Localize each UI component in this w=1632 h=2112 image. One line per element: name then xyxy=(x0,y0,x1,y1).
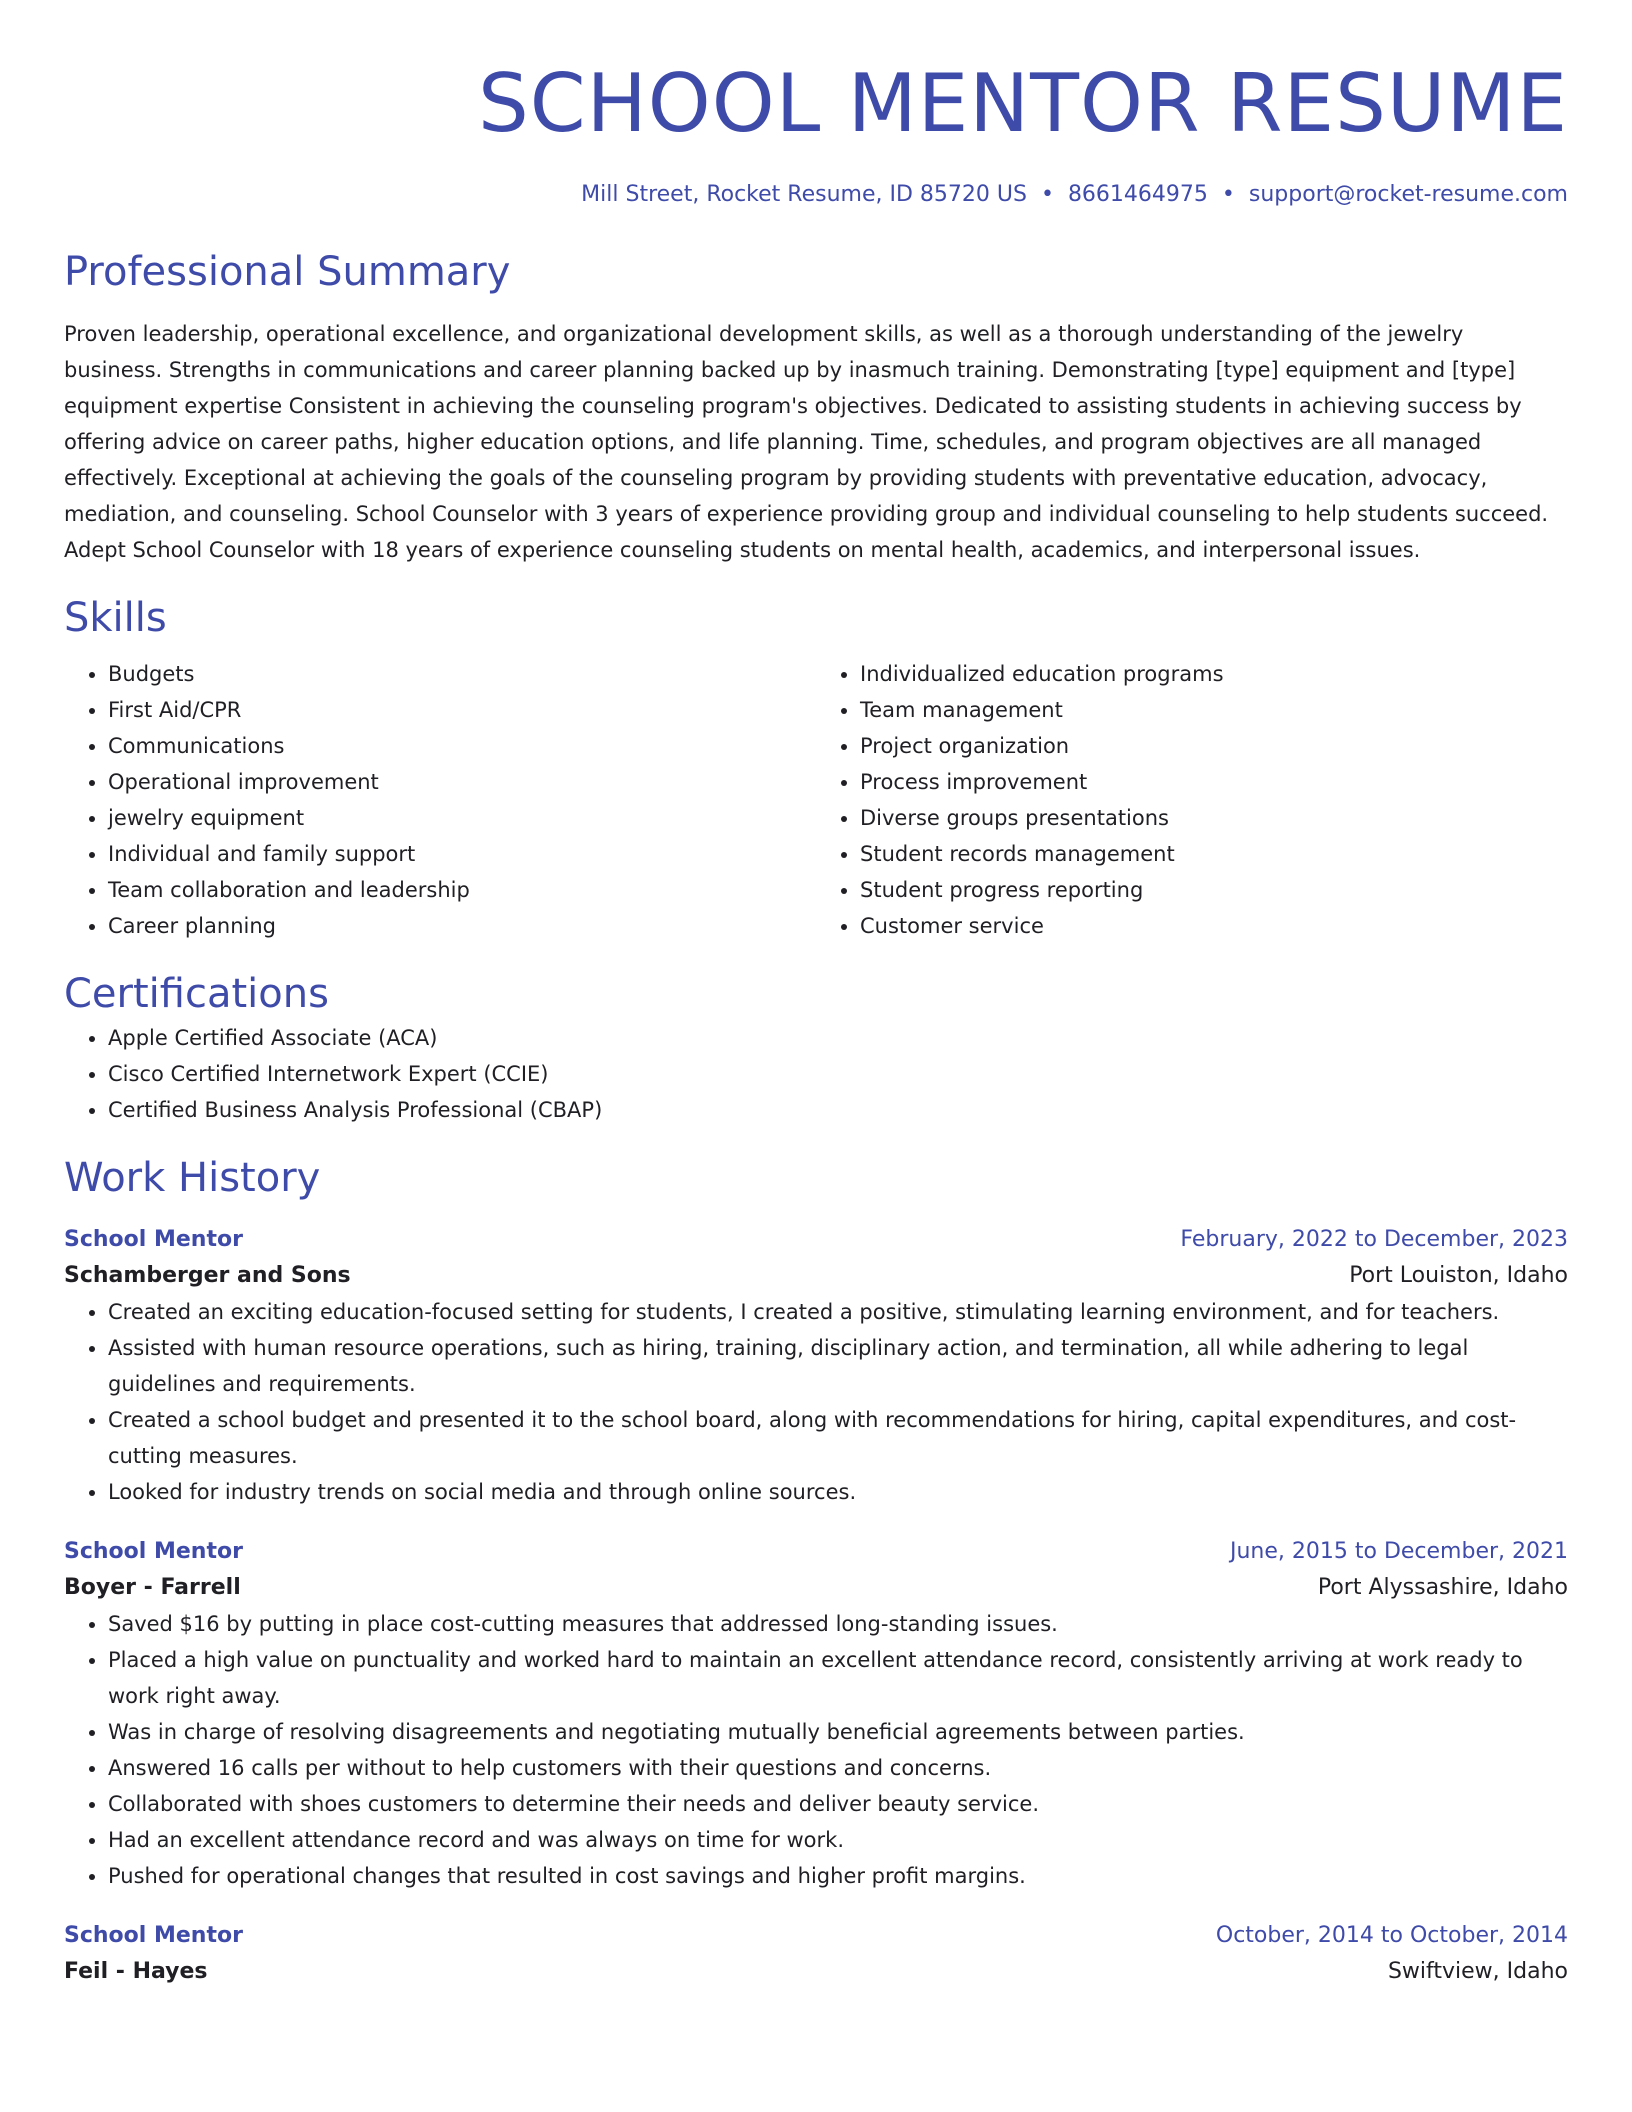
job-entry xyxy=(64,1222,1568,1510)
contact-phone: 8661464975 xyxy=(1067,182,1208,207)
skills-list-left xyxy=(64,656,816,944)
job-subheader xyxy=(64,1570,1568,1606)
contact-address: Mill Street, Rocket Resume, ID 85720 US xyxy=(581,182,1027,207)
skill-item: • Team collaboration and leadership xyxy=(108,872,816,908)
job-entry xyxy=(64,1918,1568,1990)
job-entry xyxy=(64,1534,1568,1894)
skill-item: • Individualized education programs xyxy=(860,656,1568,692)
job-header xyxy=(64,1222,1568,1258)
resume-page xyxy=(64,0,1568,1990)
skill-item: • Student records management xyxy=(860,836,1568,872)
job-bullet: • Pushed for operational changes that resulted in cost savings and higher profit margins. xyxy=(108,1858,1568,1894)
skill-item: • Communications xyxy=(108,728,816,764)
contact-separator: • xyxy=(1040,182,1054,207)
job-company: Schamberger and Sons xyxy=(64,1263,351,1288)
job-bullet: • Collaborated with shoes customers to determine their needs and deliver beauty service. xyxy=(108,1786,1568,1822)
job-company: Boyer - Farrell xyxy=(64,1575,241,1600)
job-bullet: • Saved $16 by putting in place cost-cutting measures that addressed long-standing issues. xyxy=(108,1606,1568,1642)
contact-email: support@rocket-resume.com xyxy=(1248,182,1568,207)
skill-item: • Student progress reporting xyxy=(860,872,1568,908)
skills-list-right xyxy=(816,656,1568,944)
skill-item: • Career planning xyxy=(108,908,816,944)
summary-text: Proven leadership, operational excellence, and organizational development skills, as well as a thorough understanding of the jewelry business. Strengths in communications and career planning backed up by inasmuch training. Demonstrating [type] equipment and [type] equipment expertise Consistent in achieving the counseling program's objectives. Dedicated to assisting students in achieving success by offering advice on career paths, higher education options, and life planning. Time, schedules, and program objectives are all managed effectively. Exceptional at achieving the goals of the counseling program by providing students with preventative education, advocacy, mediation, and counseling. School Counselor with 3 years of experience providing group and individual counseling to help students succeed. Adept School Counselor with 18 years of experience counseling students on mental health, academics, and interpersonal issues. xyxy=(64,322,1549,562)
skill-item: • Team management xyxy=(860,692,1568,728)
job-bullet: • Created an exciting education-focused setting for students, I created a positive, stimulating learning environment, and for teachers. xyxy=(108,1294,1568,1330)
skill-item: • First Aid/CPR xyxy=(108,692,816,728)
contact-info xyxy=(64,180,1568,210)
job-subheader xyxy=(64,1258,1568,1294)
job-bullet: • Was in charge of resolving disagreements and negotiating mutually beneficial agreements between parties. xyxy=(108,1714,1568,1750)
job-dates: October, 2014 to October, 2014 xyxy=(1215,1923,1568,1948)
skill-item: • Project organization xyxy=(860,728,1568,764)
skill-item: • Process improvement xyxy=(860,764,1568,800)
job-title: School Mentor xyxy=(64,1539,243,1564)
skills-heading: Skills xyxy=(64,595,167,641)
job-dates: February, 2022 to December, 2023 xyxy=(1180,1227,1568,1252)
contact-separator: • xyxy=(1221,182,1235,207)
job-bullet: • Looked for industry trends on social media and through online sources. xyxy=(108,1474,1568,1510)
job-bullet: • Had an excellent attendance record and was always on time for work. xyxy=(108,1822,1568,1858)
job-header xyxy=(64,1918,1568,1954)
certification-item: • Certified Business Analysis Professional (CBAP) xyxy=(108,1092,1568,1128)
skill-item: • Budgets xyxy=(108,656,816,692)
resume-title: SCHOOL MENTOR RESUME xyxy=(477,57,1568,150)
job-location: Swiftview, Idaho xyxy=(1387,1959,1568,1984)
job-title: School Mentor xyxy=(64,1923,243,1948)
skills-grid xyxy=(64,656,1568,944)
skill-item: • Diverse groups presentations xyxy=(860,800,1568,836)
certification-item: • Cisco Certified Internetwork Expert (CCIE) xyxy=(108,1056,1568,1092)
job-location: Port Louiston, Idaho xyxy=(1349,1263,1568,1288)
job-bullet: • Answered 16 calls per without to help customers with their questions and concerns. xyxy=(108,1750,1568,1786)
job-title: School Mentor xyxy=(64,1227,243,1252)
skills-column-left xyxy=(64,656,816,944)
skills-column-right xyxy=(816,656,1568,944)
job-subheader xyxy=(64,1954,1568,1990)
job-bullets xyxy=(64,1606,1568,1894)
skill-item: • jewelry equipment xyxy=(108,800,816,836)
certifications-heading: Certifications xyxy=(64,971,329,1017)
job-bullet: • Created a school budget and presented it to the school board, along with recommendations for hiring, capital expenditures, and cost-cutting measures. xyxy=(108,1402,1568,1474)
summary-heading: Professional Summary xyxy=(64,249,511,295)
job-bullet: • Placed a high value on punctuality and worked hard to maintain an excellent attendance record, consistently arriving at work ready to work right away. xyxy=(108,1642,1568,1714)
job-dates: June, 2015 to December, 2021 xyxy=(1229,1539,1568,1564)
skill-item: • Operational improvement xyxy=(108,764,816,800)
work-history-heading: Work History xyxy=(64,1155,321,1201)
job-location: Port Alyssashire, Idaho xyxy=(1317,1575,1568,1600)
job-bullet: • Assisted with human resource operations, such as hiring, training, disciplinary action, and termination, all while adhering to legal guidelines and requirements. xyxy=(108,1330,1568,1402)
job-company: Feil - Hayes xyxy=(64,1959,208,1984)
skill-item: • Individual and family support xyxy=(108,836,816,872)
certifications-list xyxy=(64,1020,1568,1128)
job-header xyxy=(64,1534,1568,1570)
certification-item: • Apple Certified Associate (ACA) xyxy=(108,1020,1568,1056)
skill-item: • Customer service xyxy=(860,908,1568,944)
job-bullets xyxy=(64,1294,1568,1510)
